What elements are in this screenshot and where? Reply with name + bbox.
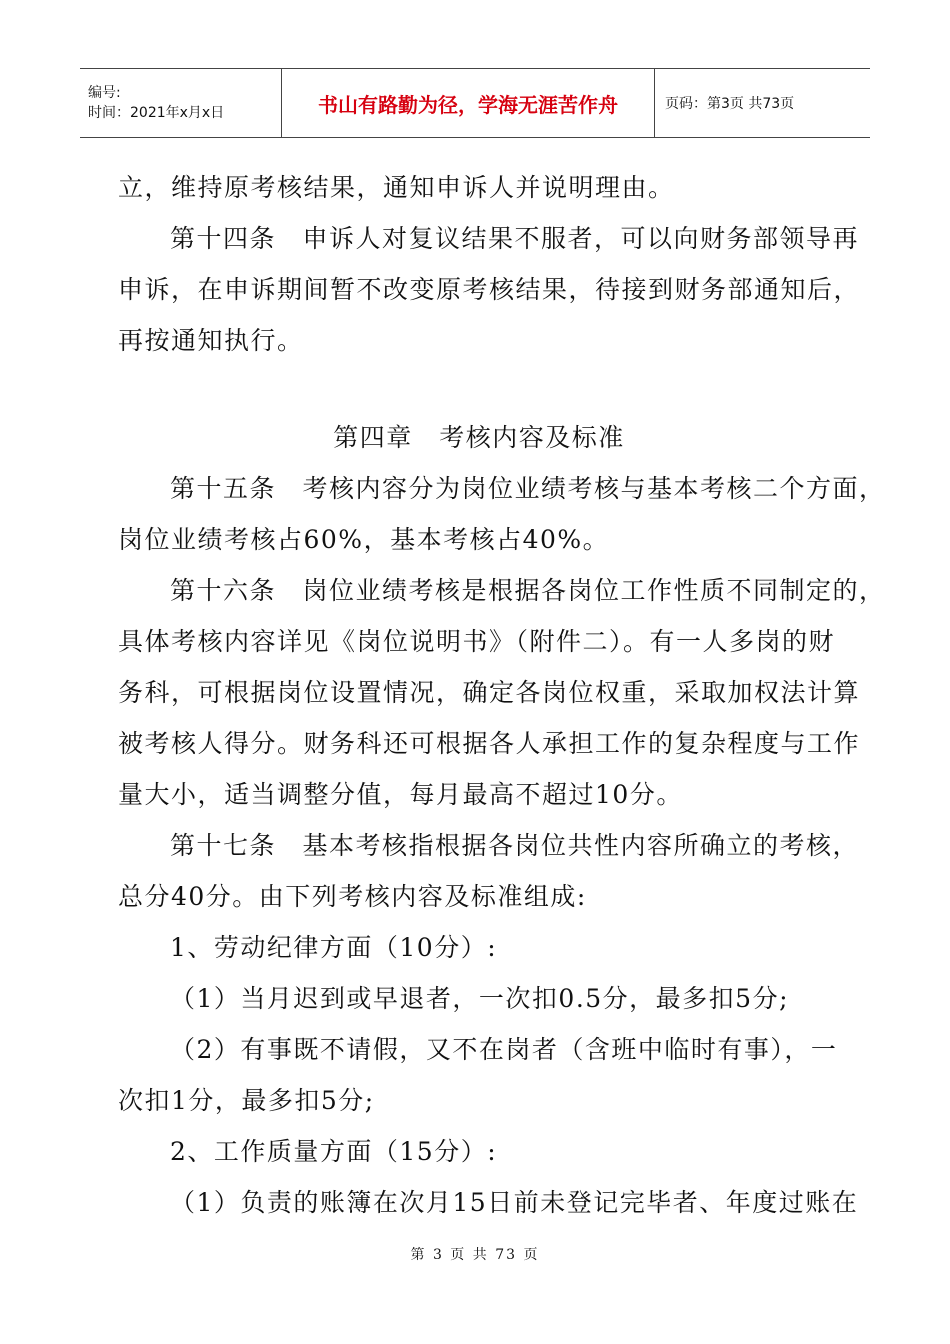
paragraph-line: 第十六条 岗位业绩考核是根据各岗位工作性质不同制定的， <box>170 576 886 605</box>
page-footer: 第 3 页 共 73 页 <box>410 1247 540 1263</box>
list-item: （2）有事既不请假，又不在岗者（含班中临时有事），一 <box>170 1035 838 1064</box>
document-body <box>118 162 886 1228</box>
list-heading: 1、劳动纪律方面（10分）: <box>170 933 498 962</box>
list-item: （1）当月迟到或早退者，一次扣0.5分，最多扣5分; <box>170 984 789 1013</box>
paragraph-line: 再按通知执行。 <box>118 326 304 355</box>
motto-text: 书山有路勤为径，学海无涯苦作舟 <box>318 92 618 117</box>
page-info-text: 页码：第3页 共73页 <box>665 96 795 112</box>
paragraph-line: 立，维持原考核结果，通知申诉人并说明理由。 <box>118 173 675 202</box>
list-heading: 2、工作质量方面（15分）: <box>170 1137 498 1166</box>
page-header <box>80 68 870 138</box>
list-item: （1）负责的账簿在次月15日前未登记完毕者、年度过账在 <box>170 1188 859 1217</box>
paragraph-line: 申诉，在申诉期间暂不改变原考核结果，待接到财务部通知后， <box>118 275 861 304</box>
paragraph-line: 务科，可根据岗位设置情况，确定各岗位权重，采取加权法计算 <box>118 678 861 707</box>
header-motto <box>282 69 655 137</box>
chapter-heading: 第四章 考核内容及标准 <box>333 423 625 452</box>
paragraph-line: 被考核人得分。财务科还可根据各人承担工作的复杂程度与工作 <box>118 729 861 758</box>
paragraph-line: 总分40分。由下列考核内容及标准组成: <box>118 882 587 911</box>
header-page-info <box>655 69 870 137</box>
paragraph-line: 量大小，适当调整分值，每月最高不超过10分。 <box>118 780 683 809</box>
paragraph-line: 第十七条 基本考核指根据各岗位共性内容所确立的考核， <box>170 831 860 860</box>
spacer <box>118 366 840 412</box>
paragraph-line: 第十四条 申诉人对复议结果不服者，可以向财务部领导再 <box>170 224 860 253</box>
paragraph-line: 岗位业绩考核占60%，基本考核占40%。 <box>118 525 610 554</box>
number-label: 编号: <box>88 85 121 101</box>
paragraph-line: 第十五条 考核内容分为岗位业绩考核与基本考核二个方面， <box>170 474 886 503</box>
time-label: 时间：2021年x月x日 <box>88 105 225 121</box>
header-meta <box>80 69 282 137</box>
paragraph-line: 具体考核内容详见《岗位说明书》（附件二）。有一人多岗的财 <box>118 627 836 656</box>
paragraph-line: 次扣1分，最多扣5分; <box>118 1086 375 1115</box>
